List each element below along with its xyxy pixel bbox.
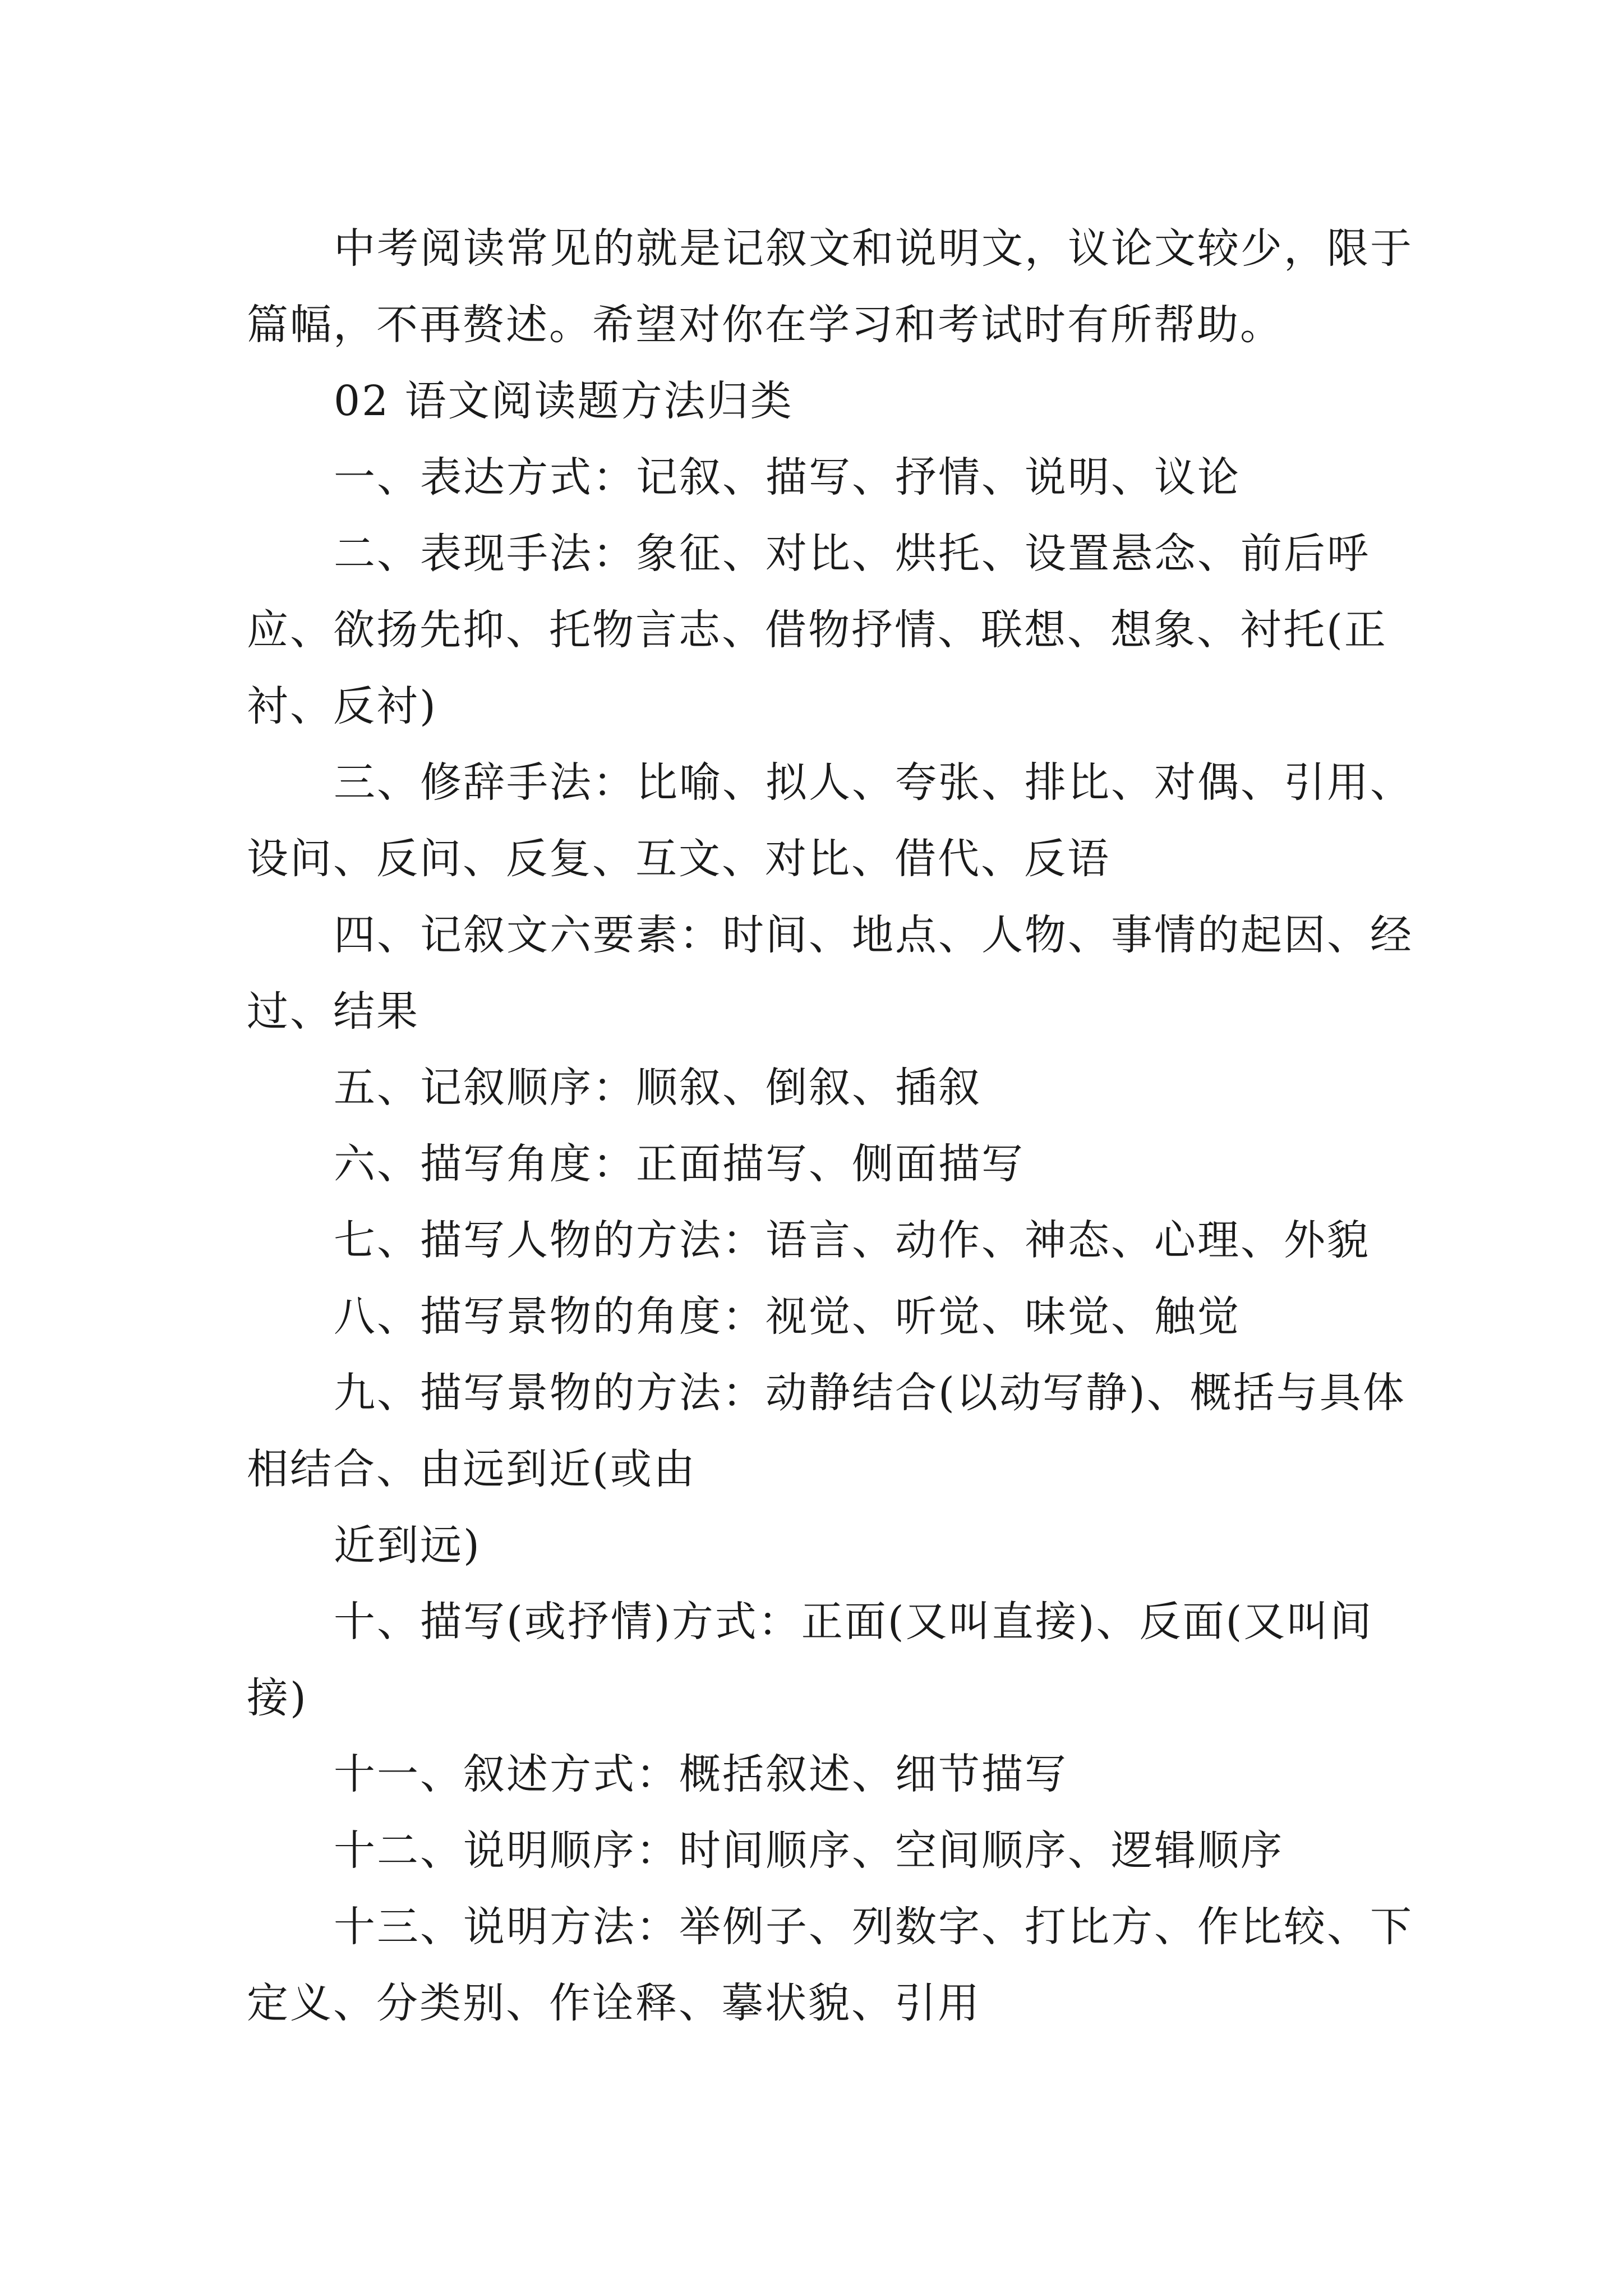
item-character-description: 七、描写人物的方法：语言、动作、神态、心理、外貌 [334,1216,1370,1264]
item-scenery-methods: 九、描写景物的方法：动静结合(以动写静)、概括与具体相结合、由远到近(或由 [247,1369,1406,1493]
item-rhetorical-devices: 三、修辞手法：比喻、拟人、夸张、排比、对偶、引用、设问、反问、反复、互文、对比、借代、反语 [247,758,1413,883]
item-narrative-order: 五、记叙顺序：顺叙、倒叙、插叙 [334,1064,981,1112]
item-exposition-order: 十二、说明顺序：时间顺序、空间顺序、逻辑顺序 [334,1826,1284,1875]
item-exposition-methods: 十三、说明方法：举例子、列数字、打比方、作比较、下定义、分类别、作诠释、摹状貌、引用 [247,1903,1413,2027]
item-description-angle: 六、描写角度：正面描写、侧面描写 [334,1140,1025,1188]
item-narrative-elements: 四、记叙文六要素：时间、地点、人物、事情的起因、经过、结果 [247,911,1413,1036]
item-scenery-methods-continued: 近到远) [334,1521,481,1570]
item-description-mode: 十、描写(或抒情)方式：正面(又叫直接)、反面(又叫间接) [247,1598,1373,1722]
document-body [247,210,1413,2041]
item-scenery-angle: 八、描写景物的角度：视觉、听觉、味觉、触觉 [334,1292,1241,1341]
item-narration-mode: 十一、叙述方式：概括叙述、细节描写 [334,1750,1068,1798]
section-heading: 02 语文阅读题方法归类 [334,377,794,425]
item-expression-methods: 一、表达方式：记叙、描写、抒情、说明、议论 [334,453,1241,501]
paragraph-intro: 中考阅读常见的就是记叙文和说明文，议论文较少，限于篇幅，不再赘述。希望对你在学习和考试时有所帮助。 [247,224,1413,349]
item-presentation-techniques: 二、表现手法：象征、对比、烘托、设置悬念、前后呼应、欲扬先抑、托物言志、借物抒情、联想、想象、衬托(正衬、反衬) [247,530,1387,730]
